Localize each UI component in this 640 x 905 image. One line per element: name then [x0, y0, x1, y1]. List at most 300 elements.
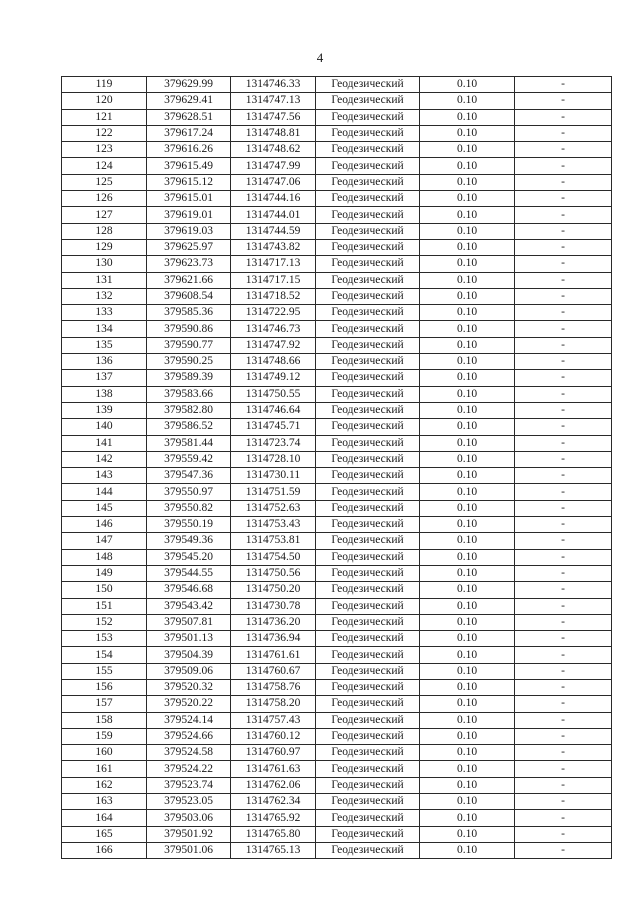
y-coordinate-cell: 1314762.06 — [231, 777, 316, 793]
method-cell: Геодезический — [316, 631, 420, 647]
point-number-cell: 139 — [62, 402, 147, 418]
y-coordinate-cell: 1314747.99 — [231, 158, 316, 174]
method-cell: Геодезический — [316, 435, 420, 451]
note-cell: - — [515, 794, 612, 810]
point-number-cell: 149 — [62, 565, 147, 581]
method-cell: Геодезический — [316, 712, 420, 728]
point-number-cell: 124 — [62, 158, 147, 174]
table-row — [62, 794, 612, 810]
point-number-cell: 148 — [62, 549, 147, 565]
x-coordinate-cell: 379549.36 — [147, 533, 231, 549]
y-coordinate-cell: 1314723.74 — [231, 435, 316, 451]
method-cell: Геодезический — [316, 142, 420, 158]
note-cell: - — [515, 435, 612, 451]
note-cell: - — [515, 582, 612, 598]
accuracy-cell: 0.10 — [420, 272, 515, 288]
note-cell: - — [515, 647, 612, 663]
table-row — [62, 484, 612, 500]
accuracy-cell: 0.10 — [420, 647, 515, 663]
method-cell: Геодезический — [316, 761, 420, 777]
y-coordinate-cell: 1314765.80 — [231, 826, 316, 842]
accuracy-cell: 0.10 — [420, 794, 515, 810]
accuracy-cell: 0.10 — [420, 631, 515, 647]
accuracy-cell: 0.10 — [420, 142, 515, 158]
accuracy-cell: 0.10 — [420, 565, 515, 581]
point-number-cell: 150 — [62, 582, 147, 598]
note-cell: - — [515, 256, 612, 272]
point-number-cell: 143 — [62, 468, 147, 484]
y-coordinate-cell: 1314744.16 — [231, 191, 316, 207]
y-coordinate-cell: 1314748.81 — [231, 125, 316, 141]
y-coordinate-cell: 1314760.97 — [231, 745, 316, 761]
x-coordinate-cell: 379616.26 — [147, 142, 231, 158]
y-coordinate-cell: 1314765.13 — [231, 842, 316, 858]
point-number-cell: 145 — [62, 500, 147, 516]
table-row — [62, 256, 612, 272]
table-row — [62, 826, 612, 842]
x-coordinate-cell: 379625.97 — [147, 239, 231, 255]
method-cell: Геодезический — [316, 256, 420, 272]
x-coordinate-cell: 379524.22 — [147, 761, 231, 777]
point-number-cell: 120 — [62, 93, 147, 109]
note-cell: - — [515, 419, 612, 435]
accuracy-cell: 0.10 — [420, 402, 515, 418]
accuracy-cell: 0.10 — [420, 223, 515, 239]
x-coordinate-cell: 379629.41 — [147, 93, 231, 109]
table-row — [62, 631, 612, 647]
point-number-cell: 162 — [62, 777, 147, 793]
y-coordinate-cell: 1314717.13 — [231, 256, 316, 272]
x-coordinate-cell: 379524.14 — [147, 712, 231, 728]
note-cell: - — [515, 517, 612, 533]
method-cell: Геодезический — [316, 468, 420, 484]
x-coordinate-cell: 379623.73 — [147, 256, 231, 272]
x-coordinate-cell: 379520.22 — [147, 696, 231, 712]
note-cell: - — [515, 223, 612, 239]
accuracy-cell: 0.10 — [420, 679, 515, 695]
y-coordinate-cell: 1314761.61 — [231, 647, 316, 663]
point-number-cell: 123 — [62, 142, 147, 158]
x-coordinate-cell: 379523.74 — [147, 777, 231, 793]
accuracy-cell: 0.10 — [420, 125, 515, 141]
table-row — [62, 321, 612, 337]
y-coordinate-cell: 1314753.43 — [231, 517, 316, 533]
table-row — [62, 386, 612, 402]
accuracy-cell: 0.10 — [420, 484, 515, 500]
point-number-cell: 157 — [62, 696, 147, 712]
accuracy-cell: 0.10 — [420, 174, 515, 190]
note-cell: - — [515, 484, 612, 500]
point-number-cell: 119 — [62, 77, 147, 93]
x-coordinate-cell: 379550.97 — [147, 484, 231, 500]
table-row — [62, 402, 612, 418]
x-coordinate-cell: 379547.36 — [147, 468, 231, 484]
x-coordinate-cell: 379550.19 — [147, 517, 231, 533]
method-cell: Геодезический — [316, 272, 420, 288]
x-coordinate-cell: 379581.44 — [147, 435, 231, 451]
y-coordinate-cell: 1314730.11 — [231, 468, 316, 484]
y-coordinate-cell: 1314751.59 — [231, 484, 316, 500]
x-coordinate-cell: 379619.01 — [147, 207, 231, 223]
x-coordinate-cell: 379629.99 — [147, 77, 231, 93]
method-cell: Геодезический — [316, 109, 420, 125]
y-coordinate-cell: 1314736.94 — [231, 631, 316, 647]
note-cell: - — [515, 679, 612, 695]
note-cell: - — [515, 158, 612, 174]
y-coordinate-cell: 1314749.12 — [231, 370, 316, 386]
x-coordinate-cell: 379501.06 — [147, 842, 231, 858]
x-coordinate-cell: 379503.06 — [147, 810, 231, 826]
x-coordinate-cell: 379628.51 — [147, 109, 231, 125]
table-row — [62, 582, 612, 598]
method-cell: Геодезический — [316, 842, 420, 858]
note-cell: - — [515, 614, 612, 630]
method-cell: Геодезический — [316, 174, 420, 190]
note-cell: - — [515, 712, 612, 728]
note-cell: - — [515, 810, 612, 826]
point-number-cell: 137 — [62, 370, 147, 386]
accuracy-cell: 0.10 — [420, 288, 515, 304]
coordinates-table-body — [62, 77, 612, 859]
note-cell: - — [515, 125, 612, 141]
x-coordinate-cell: 379543.42 — [147, 598, 231, 614]
accuracy-cell: 0.10 — [420, 93, 515, 109]
method-cell: Геодезический — [316, 696, 420, 712]
y-coordinate-cell: 1314754.50 — [231, 549, 316, 565]
accuracy-cell: 0.10 — [420, 419, 515, 435]
method-cell: Геодезический — [316, 125, 420, 141]
accuracy-cell: 0.10 — [420, 614, 515, 630]
accuracy-cell: 0.10 — [420, 370, 515, 386]
accuracy-cell: 0.10 — [420, 109, 515, 125]
x-coordinate-cell: 379615.12 — [147, 174, 231, 190]
method-cell: Геодезический — [316, 321, 420, 337]
method-cell: Геодезический — [316, 484, 420, 500]
y-coordinate-cell: 1314736.20 — [231, 614, 316, 630]
note-cell: - — [515, 321, 612, 337]
y-coordinate-cell: 1314752.63 — [231, 500, 316, 516]
point-number-cell: 125 — [62, 174, 147, 190]
note-cell: - — [515, 191, 612, 207]
table-row — [62, 109, 612, 125]
method-cell: Геодезический — [316, 794, 420, 810]
note-cell: - — [515, 565, 612, 581]
method-cell: Геодезический — [316, 500, 420, 516]
method-cell: Геодезический — [316, 239, 420, 255]
method-cell: Геодезический — [316, 337, 420, 353]
method-cell: Геодезический — [316, 386, 420, 402]
method-cell: Геодезический — [316, 191, 420, 207]
y-coordinate-cell: 1314747.13 — [231, 93, 316, 109]
note-cell: - — [515, 272, 612, 288]
point-number-cell: 159 — [62, 728, 147, 744]
point-number-cell: 165 — [62, 826, 147, 842]
table-row — [62, 696, 612, 712]
note-cell: - — [515, 826, 612, 842]
accuracy-cell: 0.10 — [420, 696, 515, 712]
table-row — [62, 191, 612, 207]
point-number-cell: 164 — [62, 810, 147, 826]
x-coordinate-cell: 379621.66 — [147, 272, 231, 288]
accuracy-cell: 0.10 — [420, 500, 515, 516]
y-coordinate-cell: 1314746.73 — [231, 321, 316, 337]
table-row — [62, 77, 612, 93]
table-row — [62, 810, 612, 826]
table-row — [62, 288, 612, 304]
table-row — [62, 745, 612, 761]
note-cell: - — [515, 533, 612, 549]
table-row — [62, 158, 612, 174]
table-row — [62, 728, 612, 744]
note-cell: - — [515, 451, 612, 467]
table-row — [62, 647, 612, 663]
point-number-cell: 136 — [62, 354, 147, 370]
method-cell: Геодезический — [316, 745, 420, 761]
table-row — [62, 93, 612, 109]
page-number: 4 — [316, 50, 324, 65]
table-row — [62, 663, 612, 679]
note-cell: - — [515, 174, 612, 190]
note-cell: - — [515, 386, 612, 402]
y-coordinate-cell: 1314758.76 — [231, 679, 316, 695]
accuracy-cell: 0.10 — [420, 842, 515, 858]
table-row — [62, 223, 612, 239]
method-cell: Геодезический — [316, 288, 420, 304]
accuracy-cell: 0.10 — [420, 810, 515, 826]
x-coordinate-cell: 379590.25 — [147, 354, 231, 370]
method-cell: Геодезический — [316, 582, 420, 598]
y-coordinate-cell: 1314750.20 — [231, 582, 316, 598]
x-coordinate-cell: 379615.01 — [147, 191, 231, 207]
accuracy-cell: 0.10 — [420, 549, 515, 565]
point-number-cell: 132 — [62, 288, 147, 304]
x-coordinate-cell: 379501.13 — [147, 631, 231, 647]
point-number-cell: 129 — [62, 239, 147, 255]
accuracy-cell: 0.10 — [420, 321, 515, 337]
x-coordinate-cell: 379523.05 — [147, 794, 231, 810]
accuracy-cell: 0.10 — [420, 207, 515, 223]
accuracy-cell: 0.10 — [420, 533, 515, 549]
note-cell: - — [515, 354, 612, 370]
method-cell: Геодезический — [316, 533, 420, 549]
y-coordinate-cell: 1314760.12 — [231, 728, 316, 744]
accuracy-cell: 0.10 — [420, 305, 515, 321]
method-cell: Геодезический — [316, 207, 420, 223]
method-cell: Геодезический — [316, 598, 420, 614]
note-cell: - — [515, 549, 612, 565]
table-row — [62, 598, 612, 614]
point-number-cell: 128 — [62, 223, 147, 239]
y-coordinate-cell: 1314744.59 — [231, 223, 316, 239]
note-cell: - — [515, 288, 612, 304]
table-row — [62, 842, 612, 858]
y-coordinate-cell: 1314728.10 — [231, 451, 316, 467]
table-row — [62, 239, 612, 255]
x-coordinate-cell: 379583.66 — [147, 386, 231, 402]
method-cell: Геодезический — [316, 223, 420, 239]
point-number-cell: 131 — [62, 272, 147, 288]
point-number-cell: 153 — [62, 631, 147, 647]
y-coordinate-cell: 1314722.95 — [231, 305, 316, 321]
point-number-cell: 134 — [62, 321, 147, 337]
point-number-cell: 127 — [62, 207, 147, 223]
table-row — [62, 207, 612, 223]
table-row — [62, 614, 612, 630]
y-coordinate-cell: 1314765.92 — [231, 810, 316, 826]
point-number-cell: 141 — [62, 435, 147, 451]
note-cell: - — [515, 598, 612, 614]
method-cell: Геодезический — [316, 77, 420, 93]
method-cell: Геодезический — [316, 370, 420, 386]
method-cell: Геодезический — [316, 419, 420, 435]
note-cell: - — [515, 77, 612, 93]
point-number-cell: 154 — [62, 647, 147, 663]
y-coordinate-cell: 1314761.63 — [231, 761, 316, 777]
table-row — [62, 354, 612, 370]
method-cell: Геодезический — [316, 517, 420, 533]
y-coordinate-cell: 1314758.20 — [231, 696, 316, 712]
x-coordinate-cell: 379501.92 — [147, 826, 231, 842]
x-coordinate-cell: 379545.20 — [147, 549, 231, 565]
accuracy-cell: 0.10 — [420, 712, 515, 728]
accuracy-cell: 0.10 — [420, 663, 515, 679]
point-number-cell: 138 — [62, 386, 147, 402]
table-row — [62, 565, 612, 581]
table-row — [62, 712, 612, 728]
table-row — [62, 517, 612, 533]
y-coordinate-cell: 1314747.56 — [231, 109, 316, 125]
point-number-cell: 160 — [62, 745, 147, 761]
accuracy-cell: 0.10 — [420, 158, 515, 174]
point-number-cell: 161 — [62, 761, 147, 777]
x-coordinate-cell: 379559.42 — [147, 451, 231, 467]
table-row — [62, 174, 612, 190]
point-number-cell: 163 — [62, 794, 147, 810]
table-row — [62, 272, 612, 288]
method-cell: Геодезический — [316, 826, 420, 842]
x-coordinate-cell: 379544.55 — [147, 565, 231, 581]
table-row — [62, 370, 612, 386]
table-row — [62, 435, 612, 451]
y-coordinate-cell: 1314750.56 — [231, 565, 316, 581]
note-cell: - — [515, 777, 612, 793]
y-coordinate-cell: 1314743.82 — [231, 239, 316, 255]
accuracy-cell: 0.10 — [420, 468, 515, 484]
note-cell: - — [515, 842, 612, 858]
accuracy-cell: 0.10 — [420, 191, 515, 207]
point-number-cell: 147 — [62, 533, 147, 549]
method-cell: Геодезический — [316, 451, 420, 467]
accuracy-cell: 0.10 — [420, 354, 515, 370]
note-cell: - — [515, 402, 612, 418]
y-coordinate-cell: 1314760.67 — [231, 663, 316, 679]
table-row — [62, 451, 612, 467]
method-cell: Геодезический — [316, 549, 420, 565]
accuracy-cell: 0.10 — [420, 77, 515, 93]
accuracy-cell: 0.10 — [420, 826, 515, 842]
y-coordinate-cell: 1314746.33 — [231, 77, 316, 93]
accuracy-cell: 0.10 — [420, 728, 515, 744]
table-row — [62, 777, 612, 793]
x-coordinate-cell: 379524.58 — [147, 745, 231, 761]
note-cell: - — [515, 93, 612, 109]
table-row — [62, 679, 612, 695]
table-row — [62, 142, 612, 158]
x-coordinate-cell: 379590.86 — [147, 321, 231, 337]
point-number-cell: 121 — [62, 109, 147, 125]
point-number-cell: 152 — [62, 614, 147, 630]
accuracy-cell: 0.10 — [420, 745, 515, 761]
note-cell: - — [515, 239, 612, 255]
accuracy-cell: 0.10 — [420, 598, 515, 614]
y-coordinate-cell: 1314717.15 — [231, 272, 316, 288]
table-row — [62, 533, 612, 549]
x-coordinate-cell: 379585.36 — [147, 305, 231, 321]
y-coordinate-cell: 1314747.92 — [231, 337, 316, 353]
table-row — [62, 500, 612, 516]
x-coordinate-cell: 379617.24 — [147, 125, 231, 141]
x-coordinate-cell: 379615.49 — [147, 158, 231, 174]
y-coordinate-cell: 1314748.62 — [231, 142, 316, 158]
table-row — [62, 549, 612, 565]
y-coordinate-cell: 1314718.52 — [231, 288, 316, 304]
x-coordinate-cell: 379608.54 — [147, 288, 231, 304]
note-cell: - — [515, 761, 612, 777]
point-number-cell: 122 — [62, 125, 147, 141]
note-cell: - — [515, 109, 612, 125]
point-number-cell: 140 — [62, 419, 147, 435]
x-coordinate-cell: 379507.81 — [147, 614, 231, 630]
x-coordinate-cell: 379520.32 — [147, 679, 231, 695]
point-number-cell: 146 — [62, 517, 147, 533]
note-cell: - — [515, 728, 612, 744]
table-row — [62, 305, 612, 321]
method-cell: Геодезический — [316, 305, 420, 321]
table-row — [62, 761, 612, 777]
method-cell: Геодезический — [316, 777, 420, 793]
accuracy-cell: 0.10 — [420, 337, 515, 353]
accuracy-cell: 0.10 — [420, 761, 515, 777]
y-coordinate-cell: 1314744.01 — [231, 207, 316, 223]
point-number-cell: 144 — [62, 484, 147, 500]
point-number-cell: 135 — [62, 337, 147, 353]
accuracy-cell: 0.10 — [420, 239, 515, 255]
y-coordinate-cell: 1314745.71 — [231, 419, 316, 435]
x-coordinate-cell: 379619.03 — [147, 223, 231, 239]
y-coordinate-cell: 1314762.34 — [231, 794, 316, 810]
point-number-cell: 158 — [62, 712, 147, 728]
note-cell: - — [515, 370, 612, 386]
table-row — [62, 419, 612, 435]
point-number-cell: 151 — [62, 598, 147, 614]
x-coordinate-cell: 379586.52 — [147, 419, 231, 435]
y-coordinate-cell: 1314757.43 — [231, 712, 316, 728]
y-coordinate-cell: 1314753.81 — [231, 533, 316, 549]
point-number-cell: 130 — [62, 256, 147, 272]
x-coordinate-cell: 379546.68 — [147, 582, 231, 598]
x-coordinate-cell: 379589.39 — [147, 370, 231, 386]
table-row — [62, 468, 612, 484]
accuracy-cell: 0.10 — [420, 256, 515, 272]
method-cell: Геодезический — [316, 647, 420, 663]
y-coordinate-cell: 1314747.06 — [231, 174, 316, 190]
y-coordinate-cell: 1314750.55 — [231, 386, 316, 402]
method-cell: Геодезический — [316, 402, 420, 418]
note-cell: - — [515, 663, 612, 679]
method-cell: Геодезический — [316, 93, 420, 109]
method-cell: Геодезический — [316, 354, 420, 370]
x-coordinate-cell: 379504.39 — [147, 647, 231, 663]
